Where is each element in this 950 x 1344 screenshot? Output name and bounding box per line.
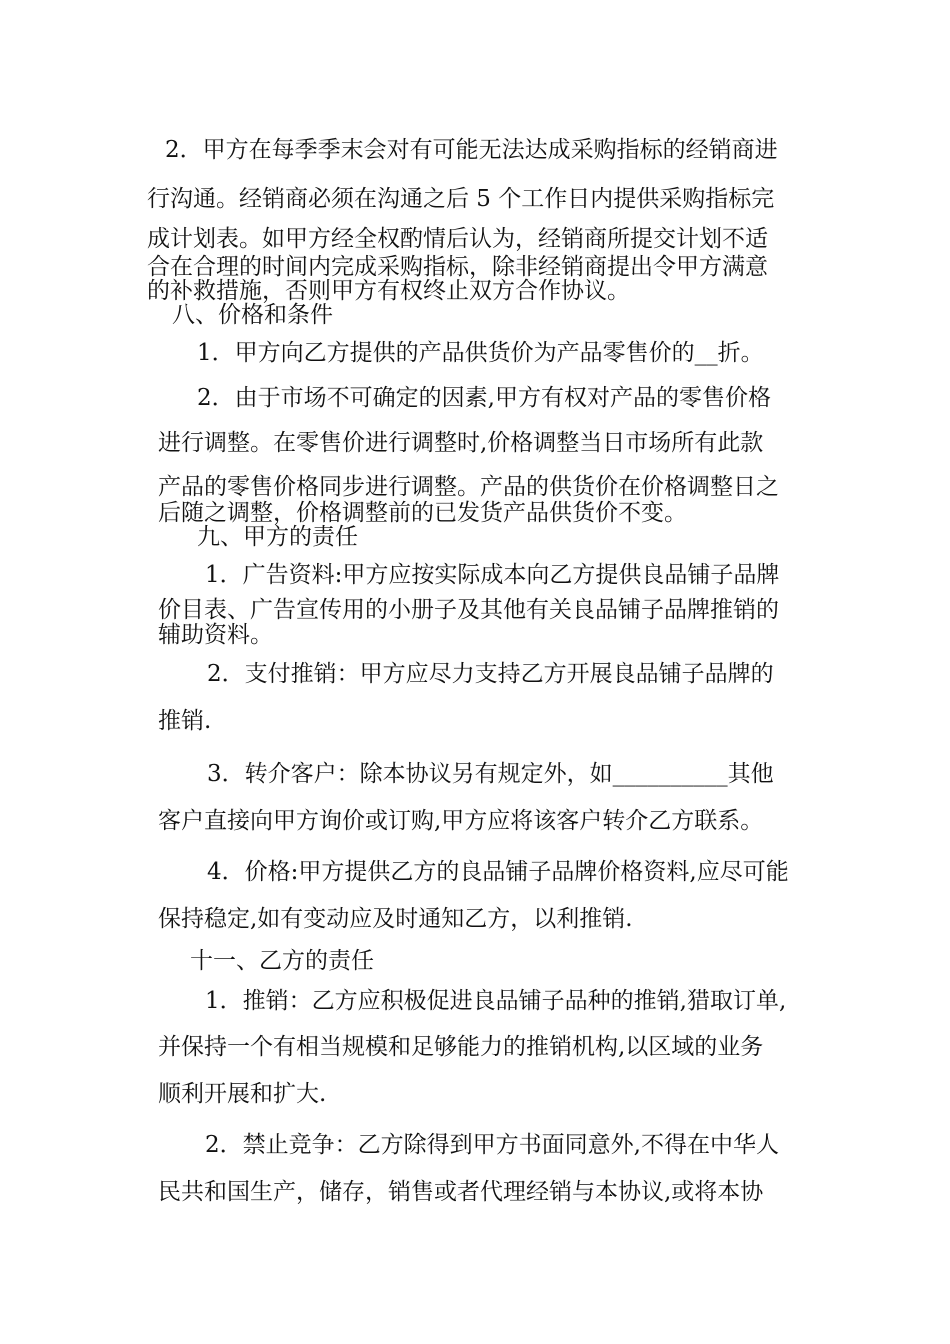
text-line: 保持稳定,如有变动应及时通知乙方，以利推销.	[158, 906, 633, 932]
text-line: 合在合理的时间内完成采购指标，除非经销商提出令甲方满意	[147, 254, 768, 280]
text-line: 4．价格:甲方提供乙方的良品铺子品牌价格资料,应尽可能	[207, 859, 789, 885]
text-line: 3．转介客户：除本协议另有规定外，如__________其他	[207, 761, 774, 787]
text-line: 后随之调整，价格调整前的已发货产品供货价不变。	[158, 500, 687, 526]
text-line: 辅助资料。	[158, 622, 273, 648]
text-line: 的补救措施，否则甲方有权终止双方合作协议。	[147, 278, 630, 304]
section-heading: 十一、乙方的责任	[190, 948, 374, 974]
text-line: 产品的零售价格同步进行调整。产品的供货价在价格调整日之	[158, 474, 779, 500]
text-line: 1．广告资料:甲方应按实际成本向乙方提供良品铺子品牌	[205, 562, 780, 588]
text-line: 客户直接向甲方询价或订购,甲方应将该客户转介乙方联系。	[158, 808, 764, 834]
text-line: 1．甲方向乙方提供的产品供货价为产品零售价的__折。	[197, 340, 764, 366]
text-line: 推销.	[158, 708, 212, 734]
section-heading: 九、甲方的责任	[197, 524, 358, 550]
text-line: 2．支付推销：甲方应尽力支持乙方开展良品铺子品牌的	[207, 661, 774, 687]
text-line: 顺利开展和扩大.	[158, 1081, 327, 1107]
text-line: 2．甲方在每季季末会对有可能无法达成采购指标的经销商进	[165, 137, 778, 163]
text-line: 2．由于市场不可确定的因素,甲方有权对产品的零售价格	[197, 385, 771, 411]
text-line: 1．推销：乙方应积极促进良品铺子品种的推销,猎取订单,	[205, 988, 787, 1014]
section-heading: 八、价格和条件	[172, 302, 333, 328]
text-line: 行沟通。经销商必须在沟通之后 5 个工作日内提供采购指标完	[147, 186, 775, 212]
text-line: 2．禁止竞争：乙方除得到甲方书面同意外,不得在中华人	[205, 1132, 779, 1158]
text-line: 并保持一个有相当规模和足够能力的推销机构,以区域的业务	[158, 1034, 764, 1060]
text-line: 进行调整。在零售价进行调整时,价格调整当日市场所有此款	[158, 430, 764, 456]
text-line: 价目表、广告宣传用的小册子及其他有关良品铺子品牌推销的	[158, 597, 779, 623]
text-line: 成计划表。如甲方经全权酌情后认为，经销商所提交计划不适	[147, 226, 768, 252]
text-line: 民共和国生产，储存，销售或者代理经销与本协议,或将本协	[158, 1179, 764, 1205]
